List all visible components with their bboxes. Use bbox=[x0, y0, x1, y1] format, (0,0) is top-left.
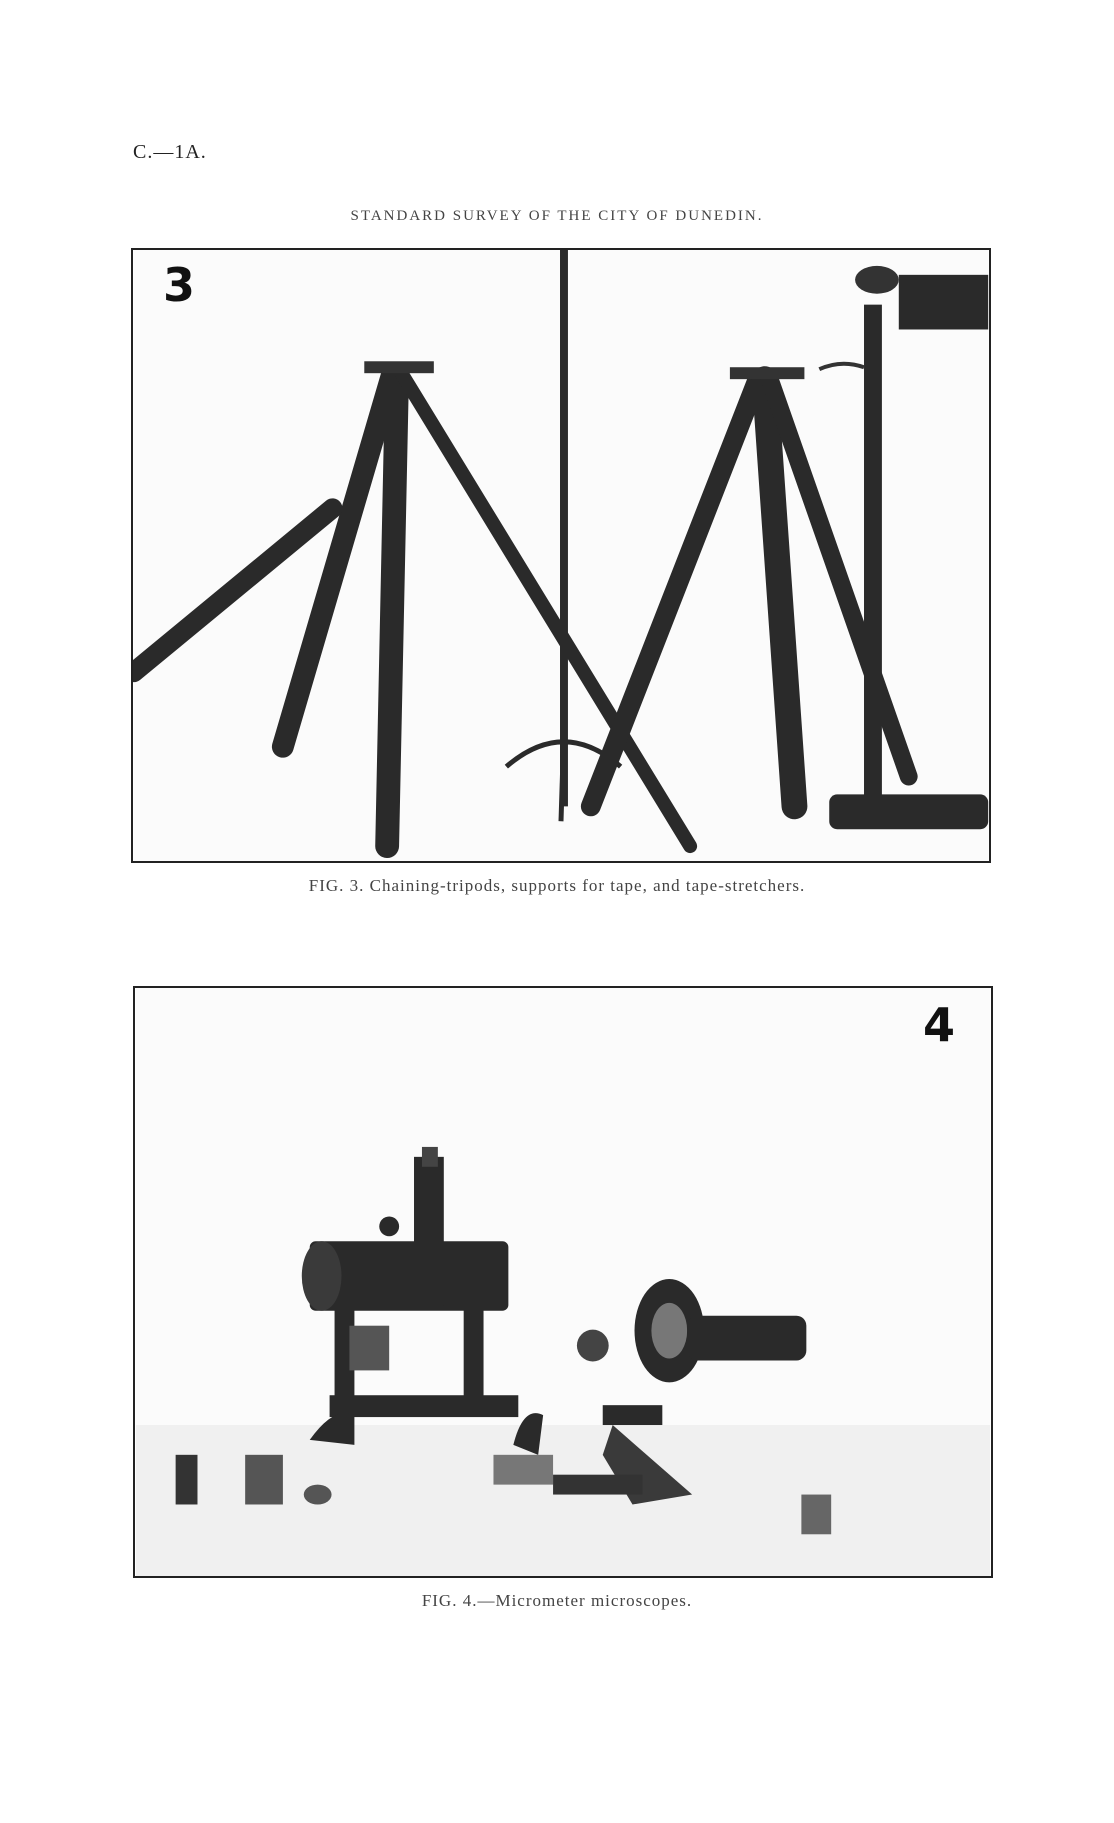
figure-4-photo bbox=[133, 986, 993, 1578]
tripods-illustration bbox=[133, 250, 989, 861]
figure-4-plate-number: 4 bbox=[922, 998, 955, 1052]
figure-3-plate-number: 3 bbox=[163, 258, 196, 312]
microscopes-illustration bbox=[135, 988, 991, 1576]
figure-4-caption: FIG. 4.—Micrometer microscopes. bbox=[421, 1591, 693, 1610]
running-title: STANDARD SURVEY OF THE CITY OF DUNEDIN. bbox=[350, 208, 764, 224]
figure-3-photo bbox=[131, 248, 991, 863]
figure-3-caption: FIG. 3. Chaining-tripods, supports for tape, and tape-stretchers. bbox=[308, 876, 806, 895]
page-reference: C.—1A. bbox=[133, 141, 207, 163]
